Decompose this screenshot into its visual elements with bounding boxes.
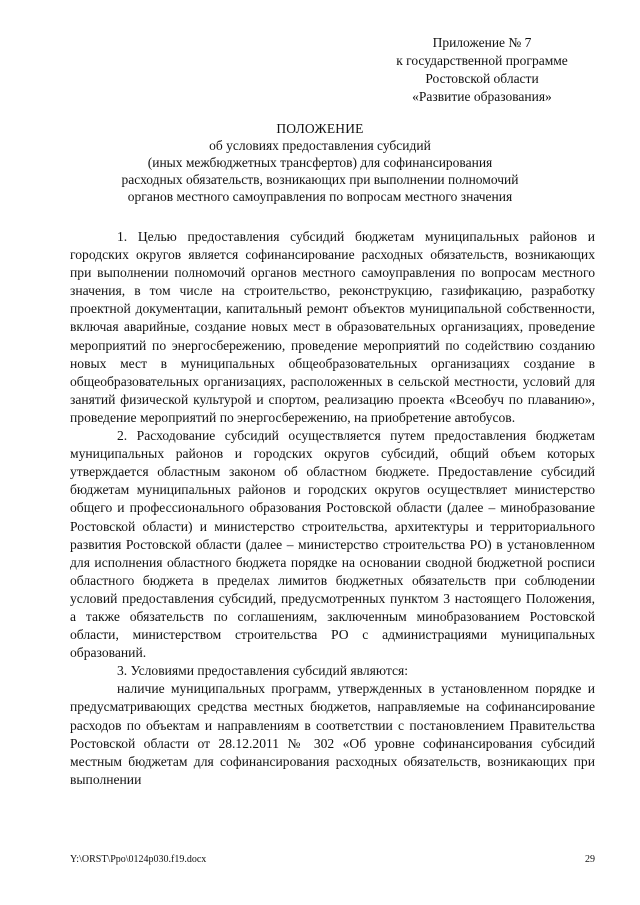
appendix-number: Приложение № 7 <box>432 35 532 50</box>
paragraph-2: 2. Расходование субсидий осуществляется путем предоставления бюджетам муниципальных районов и городских округов субсидий, общий объем которых утверждается областным законом об областном бюджете. Предоставление субсидий бюджетам муниципальных районов и городских округов осуществляет министерство общего и профессионального образования Ростовской области (далее – минобразование Ростовской области) и министерство строительства, архитектуры и территориального развития Ростовской области (далее – министерство строительства РО) в установленном для исполнения областного бюджета порядке на основании сводной бюджетной росписи областного бюджета в пределах лимитов бюджетных обязательств при соблюдении условий предоставления субсидий, предусмотренных пунктом 3 настоящего Положения, а также обязательств по соглашениям, заключенным минобразованием Ростовской области, министерством строительства РО с администрациями муниципальных образований. <box>70 428 595 661</box>
document-body <box>70 228 595 789</box>
paragraph-4: наличие муниципальных программ, утвержденных в установленном порядке и предусматривающих средства местных бюджетов, направляемые на софинансирование расходов по объектам и направлениям в соответствии с постановлением Правительства Ростовской области от 28.12.2011 № 302 «Об уровне софинансирования субсидий местным бюджетам для софинансирования расходных обязательств, возникающих при выполнении <box>70 681 595 787</box>
appendix-program-ref: к государственной программе <box>396 53 568 68</box>
title-line-4: органов местного самоуправления по вопросам местного значения <box>127 189 513 204</box>
title-line-1: об условиях предоставления субсидий <box>209 138 431 153</box>
paragraph-1: 1. Целью предоставления субсидий бюджетам муниципальных районов и городских округов является софинансирование расходных обязательств, возникающих при выполнении полномочий органов местного самоуправления по вопросам местного значения, в том числе на строительство, реконструкцию, газификацию, разработку проектной документации, капитальный ремонт объектов муниципальной собственности, включая аварийные, создание новых мест в образовательных организациях, проведение мероприятий по энергосбережению, проведение мероприятий по содействию созданию новых мест в муниципальных общеобразовательных организациях создание в общеобразовательных организациях, расположенных в сельской местности, условий для занятий физической культурой и спортом, реализацию проекта «Всеобуч по плаванию», проведение мероприятий по энергосбережению, на приобретение автобусов. <box>70 229 595 425</box>
paragraph-3: 3. Условиями предоставления субсидий являются: <box>117 663 409 679</box>
title-line-2: (иных межбюджетных трансфертов) для софинансирования <box>147 155 493 170</box>
appendix-header <box>372 34 592 106</box>
page-number: 29 <box>585 854 595 865</box>
page-footer <box>70 854 595 866</box>
title-heading: ПОЛОЖЕНИЕ <box>276 121 364 136</box>
appendix-region: Ростовской области <box>425 71 539 86</box>
file-path: Y:\ORST\Ppo\0124p030.f19.docx <box>70 854 207 865</box>
title-line-3: расходных обязательств, возникающих при выполнении полномочий <box>121 172 519 187</box>
appendix-program-name: «Развитие образования» <box>412 89 552 104</box>
document-title <box>70 120 570 205</box>
